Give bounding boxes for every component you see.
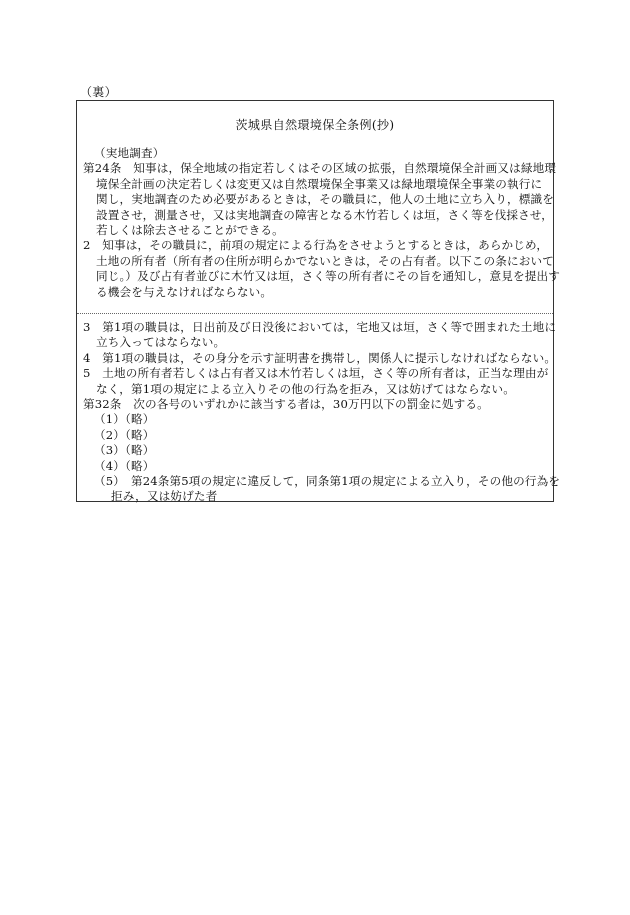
page-break-divider <box>77 313 553 314</box>
paragraph-2-line: 2 知事は，その職員に，前項の規定による行為をさせようとするときは，あらかじめ， <box>83 238 549 253</box>
paragraph-4-line: 4 第1項の職員は，その身分を示す証明書を携帯し，関係人に提示しなければならない。 <box>83 350 557 365</box>
article-32-item: （2）（略） <box>94 427 155 442</box>
ordinance-excerpt-box <box>76 100 561 504</box>
ordinance-title: 茨城県自然環境保全条例(抄) <box>235 118 395 132</box>
paragraph-2-line: る機会を与えなければならない。 <box>96 284 273 299</box>
article-24-line: 若しくは除去させることができる。 <box>96 223 284 238</box>
paragraph-2-line: 同じ。）及び占有者並びに木竹又は垣，さく等の所有者にその旨を通知し，意見を提出す <box>96 269 560 284</box>
article-24-line: 設置させ，測量させ，又は実地調査の障害となる木竹若しくは垣，さく等を伐採させ， <box>96 207 553 222</box>
article-24-line: 第24条 知事は，保全地域の指定若しくはその区域の拡張，自然環境保全計画又は緑地環 <box>83 161 557 176</box>
article-24-line: 境保全計画の決定若しくは変更又は自然環境保全事業又は緑地環境保全事業の執行に <box>96 176 543 191</box>
article-32-item: （3）（略） <box>94 443 155 458</box>
article-24-section <box>83 146 560 300</box>
article-32-item: （4）（略） <box>94 458 155 473</box>
article-32-item: （1）（略） <box>94 412 155 427</box>
paragraph-3-line: 3 第1項の職員は，日出前及び日没後においては，宅地又は垣，さく等で囲まれた土地に <box>83 320 557 334</box>
paragraph-5-line: 5 土地の所有者若しくは占有者又は木竹若しくは垣，さく等の所有者は，正当な理由が <box>83 366 549 381</box>
paragraph-2-line: 土地の所有者（所有者の住所が明らかでないときは，その占有者。以下この条において <box>96 253 555 268</box>
reverse-side-label: （裏） <box>80 85 117 99</box>
article-32-line: 第32条 次の各号のいずれかに該当する者は，30万円以下の罰金に処する。 <box>83 397 489 412</box>
section-heading: （実地調査） <box>94 146 165 160</box>
paragraph-5-line: なく，第1項の規定による立入りその他の行為を拒み，又は妨げてはならない。 <box>96 381 516 396</box>
paragraphs-3-5-and-article-32 <box>83 320 561 505</box>
article-24-line: 関し，実地調査のため必要があるときは，その職員に，他人の土地に立ち入り，標識を <box>96 192 555 207</box>
paragraph-3-line: 立ち入ってはならない。 <box>96 335 226 350</box>
article-32-item-5-line: （5） 第24条第5項の規定に違反して，同条第1項の規定による立入り，その他の行為を <box>94 474 561 489</box>
article-32-item-5-line: 拒み，又は妨げた者 <box>111 489 218 504</box>
